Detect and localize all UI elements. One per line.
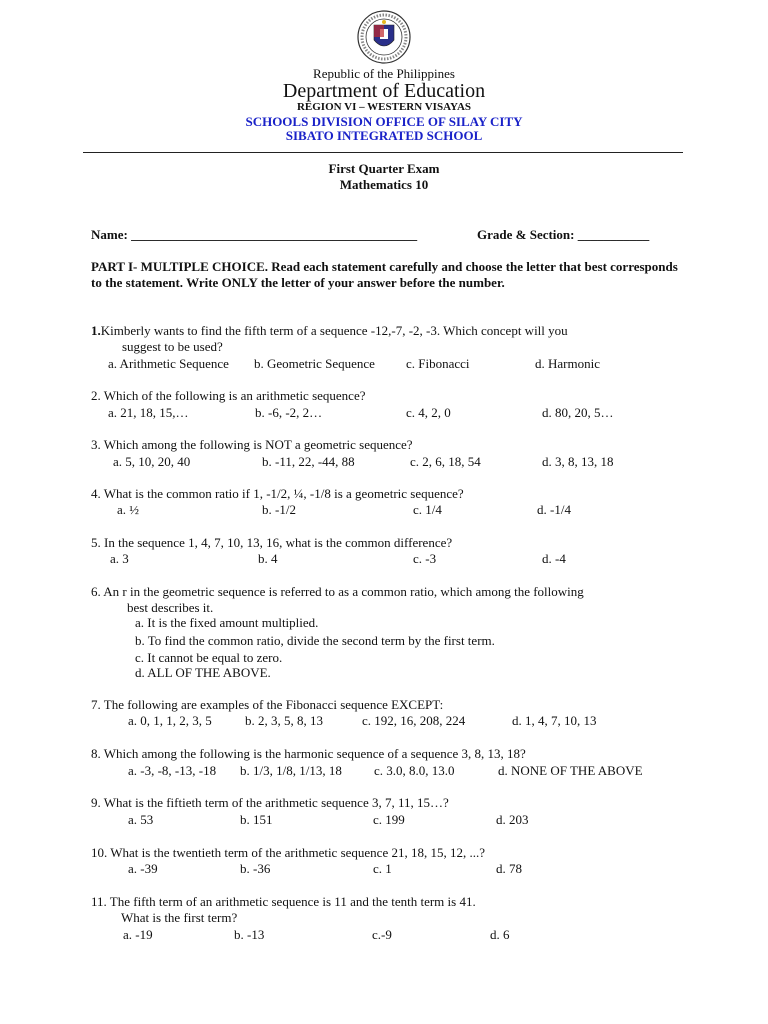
option-d: d. ALL OF THE ABOVE. [135,665,271,680]
question-1-line-2: suggest to be used? [122,339,223,354]
option-a: a. 5, 10, 20, 40 [113,454,191,469]
option-b: b. -6, -2, 2… [255,405,323,420]
option-c: c. 3.0, 8.0, 13.0 [374,763,455,778]
instructions: PART I- MULTIPLE CHOICE. Read each statement carefully and choose the letter that best corresponds to the statement. Write ONLY the letter of your answer before the number. [91,259,678,290]
option-c: c.-9 [372,927,392,942]
question-10: 10. What is the twentieth term of the arithmetic sequence 21, 18, 15, 12, ...? [91,845,485,860]
option-a: a. 0, 1, 1, 2, 3, 5 [128,713,212,728]
option-d: d. 80, 20, 5… [542,405,614,420]
option-a: a. -39 [128,861,158,876]
option-c: c. -3 [413,551,437,566]
exam-subject: Mathematics 10 [339,177,429,192]
question-5: 5. In the sequence 1, 4, 7, 10, 13, 16, what is the common difference? [91,535,453,550]
option-a: a. 3 [110,551,129,566]
option-c: c. It cannot be equal to zero. [135,650,283,665]
grade-section-field: Grade & Section: ___________ [477,227,650,242]
option-b: b. Geometric Sequence [254,356,375,371]
question-9: 9. What is the fiftieth term of the arithmetic sequence 3, 7, 11, 15…? [91,795,449,810]
option-d: d. 203 [496,812,529,827]
option-c: c. 4, 2, 0 [406,405,451,420]
option-c: c. 1 [373,861,392,876]
option-c: c. 2, 6, 18, 54 [410,454,481,469]
question-3: 3. Which among the following is NOT a geometric sequence? [91,437,413,452]
option-b: b. -1/2 [262,502,296,517]
option-a: a. 21, 18, 15,… [108,405,189,420]
school-heading: SIBATO INTEGRATED SCHOOL [285,128,483,143]
region-heading: REGION VI – WESTERN VISAYAS [296,101,472,113]
option-c: c. 199 [373,812,405,827]
question-number: 1. [91,323,101,338]
option-c: c. 192, 16, 208, 224 [362,713,466,728]
option-d: d. 6 [490,927,510,942]
question-6-line-2: best describes it. [127,600,214,615]
option-a: a. ½ [117,502,140,517]
option-a: a. -19 [123,927,153,942]
header-divider [83,152,683,153]
question-1 [91,323,568,339]
question-11: 11. The fifth term of an arithmetic sequence is 11 and the tenth term is 41. [91,894,476,909]
option-b: b. 1/3, 1/8, 1/13, 18 [240,763,342,778]
republic-heading: Republic of the Philippines [313,66,455,81]
option-d: d. -4 [542,551,566,566]
department-heading: Department of Education [282,80,486,102]
question-6: 6. An r in the geometric sequence is referred to as a common ratio, which among the following [91,584,584,599]
option-d: d. 1, 4, 7, 10, 13 [512,713,597,728]
question-text: Kimberly wants to find the fifth term of a sequence -12,-7, -2, -3. Which concept will you [100,323,568,338]
option-d: d. 3, 8, 13, 18 [542,454,614,469]
option-b: b. 4 [258,551,278,566]
question-2: 2. Which of the following is an arithmetic sequence? [91,388,366,403]
option-a: a. It is the fixed amount multiplied. [135,615,319,630]
option-a: a. 53 [128,812,154,827]
option-a: a. -3, -8, -13, -18 [128,763,217,778]
option-d: d. NONE OF THE ABOVE [498,763,643,778]
deped-seal-icon [348,10,420,64]
option-b: b. 151 [240,812,273,827]
name-field: Name: ____________________________________________ [91,227,418,242]
option-a: a. Arithmetic Sequence [108,356,229,371]
option-d: d. -1/4 [537,502,571,517]
question-11-line-2: What is the first term? [121,910,238,925]
option-c: c. 1/4 [413,502,442,517]
question-7: 7. The following are examples of the Fibonacci sequence EXCEPT: [91,697,444,712]
option-b: b. 2, 3, 5, 8, 13 [245,713,323,728]
option-b: b. -13 [234,927,265,942]
exam-title: First Quarter Exam [328,161,440,176]
option-b: b. -11, 22, -44, 88 [262,454,355,469]
division-heading: SCHOOLS DIVISION OFFICE OF SILAY CITY [245,114,523,129]
option-d: d. Harmonic [535,356,600,371]
option-c: c. Fibonacci [406,356,470,371]
question-4: 4. What is the common ratio if 1, -1/2, ¼, -1/8 is a geometric sequence? [91,486,464,501]
option-b: b. To find the common ratio, divide the second term by the first term. [135,633,495,648]
option-b: b. -36 [240,861,271,876]
option-d: d. 78 [496,861,522,876]
question-8: 8. Which among the following is the harmonic sequence of a sequence 3, 8, 13, 18? [91,746,526,761]
